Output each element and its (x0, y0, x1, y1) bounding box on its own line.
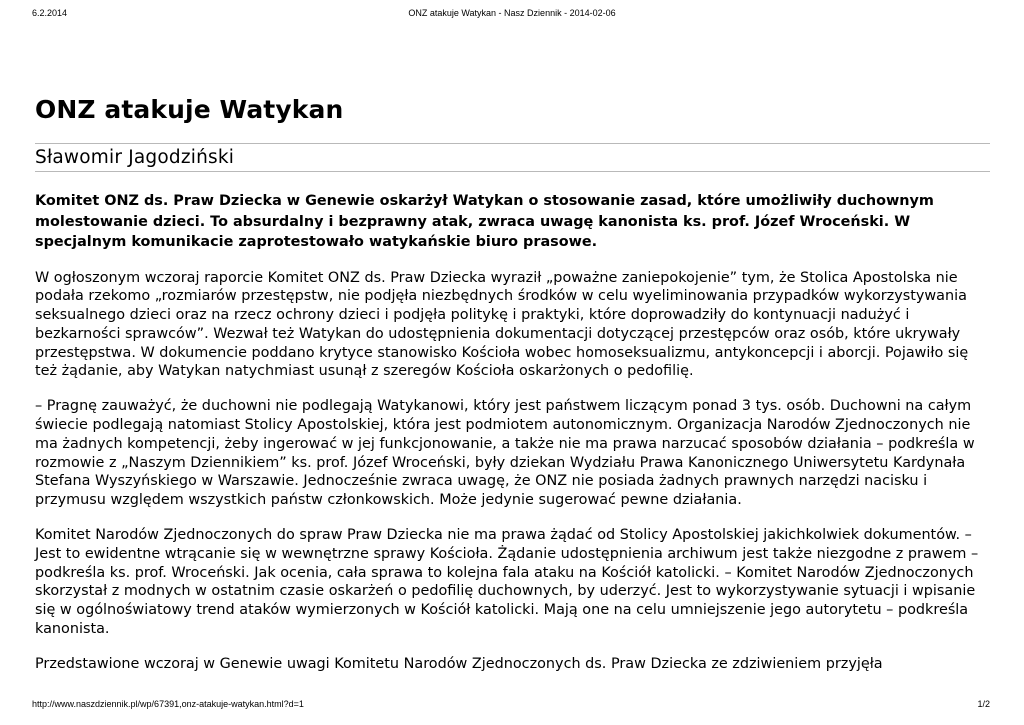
print-date: 6.2.2014 (32, 8, 68, 18)
print-header (32, 4, 992, 20)
print-url: http://www.naszdziennik.pl/wp/67391,onz-atakuje-watykan.html?d=1 (32, 699, 304, 709)
article-paragraph-1: W ogłoszonym wczoraj raporcie Komitet ONZ ds. Praw Dziecka wyraził „poważne zaniepokojenie” tym, że Stolica Apostolska nie podała rzekomo „rozmiarów przestępstw, nie podjęła niezbędnych środków w celu wyeliminowania przypadków wykorzystywania seksualnego dzieci oraz na rzecz ochrony dzieci i podjęła politykę i praktyki, które doprowadziły do kontynuacji nadużyć i bezkarności sprawców”. Wezwał też Watykan do udostępnienia dokumentacji dotyczącej przestępców oraz osób, które ukrywały przestępstwa. W dokumencie poddano krytyce stanowisko Kościoła wobec homoseksualizmu, antykoncepcji i aborcji. Pojawiło się też żądanie, aby Watykan natychmiast usunął z szeregów Kościoła oskarżonych o pedofilię. (35, 269, 969, 380)
article-paragraph-2: – Pragnę zauważyć, że duchowni nie podlegają Watykanowi, który jest państwem liczącym ponad 3 tys. osób. Duchowni na całym świecie podlegają natomiast Stolicy Apostolskiej, która jest podmiotem autonomicznym. Organizacja Narodów Zjednoczonych nie ma żadnych kompetencji, żeby ingerować w jej funkcjonowanie, a także nie ma prawa narzucać sposobów działania – podkreśla w rozmowie z „Naszym Dziennikiem” ks. prof. Józef Wroceński, były dziekan Wydziału Prawa Kanonicznego Uniwersytetu Kardynała Stefana Wyszyńskiego w Warszawie. Jednocześnie zwraca uwagę, że ONZ nie posiada żadnych prawnych narzędzi nacisku i przymusu względem wszystkich państw członkowskich. Może jedynie sugerować pewne działania. (35, 398, 975, 509)
article-lead: Komitet ONZ ds. Praw Dziecka w Genewie oskarżył Watykan o stosowanie zasad, które umożliwiły duchownym molestowanie dzieci. To absurdalny i bezprawny atak, zwraca uwagę kanonista ks. prof. Józef Wroceński. W specjalnym komunikacie zaprotestowało watykańskie biuro prasowe. (35, 193, 934, 250)
article-paragraph-4: Przedstawione wczoraj w Genewie uwagi Komitetu Narodów Zjednoczonych ds. Praw Dziecka ze zdziwieniem przyjęła (35, 655, 883, 672)
article-title: ONZ atakuje Watykan (35, 95, 344, 124)
article-paragraph-3: Komitet Narodów Zjednoczonych do spraw Praw Dziecka nie ma prawa żądać od Stolicy Apostolskiej jakichkolwiek dokumentów. – Jest to ewidentne wtrącanie się w wewnętrzne sprawy Kościoła. Żądanie udostępnienia archiwum jest także niezgodne z prawem – podkreśla ks. prof. Wroceński. Jak ocenia, cała sprawa to kolejna fala ataku na Kościół katolicki. – Komitet Narodów Zjednoczonych skorzystał z modnych w ostatnim czasie oskarżeń o pedofilię duchownych, by uderzyć. Jest to wykorzystywanie sytuacji i wpisanie się w ogólnoświatowy trend ataków wymierzonych w Kościół katolicki. Mają one na celu umniejszenie jego autorytetu – podkreśla kanonista. (35, 527, 979, 638)
article-author: Sławomir Jagodziński (35, 147, 235, 168)
print-footer (32, 699, 992, 713)
author-block (35, 143, 990, 172)
article (35, 92, 989, 674)
page-number: 1/2 (977, 699, 990, 709)
print-document-title: ONZ atakuje Watykan - Nasz Dziennik - 2014-02-06 (408, 8, 616, 18)
